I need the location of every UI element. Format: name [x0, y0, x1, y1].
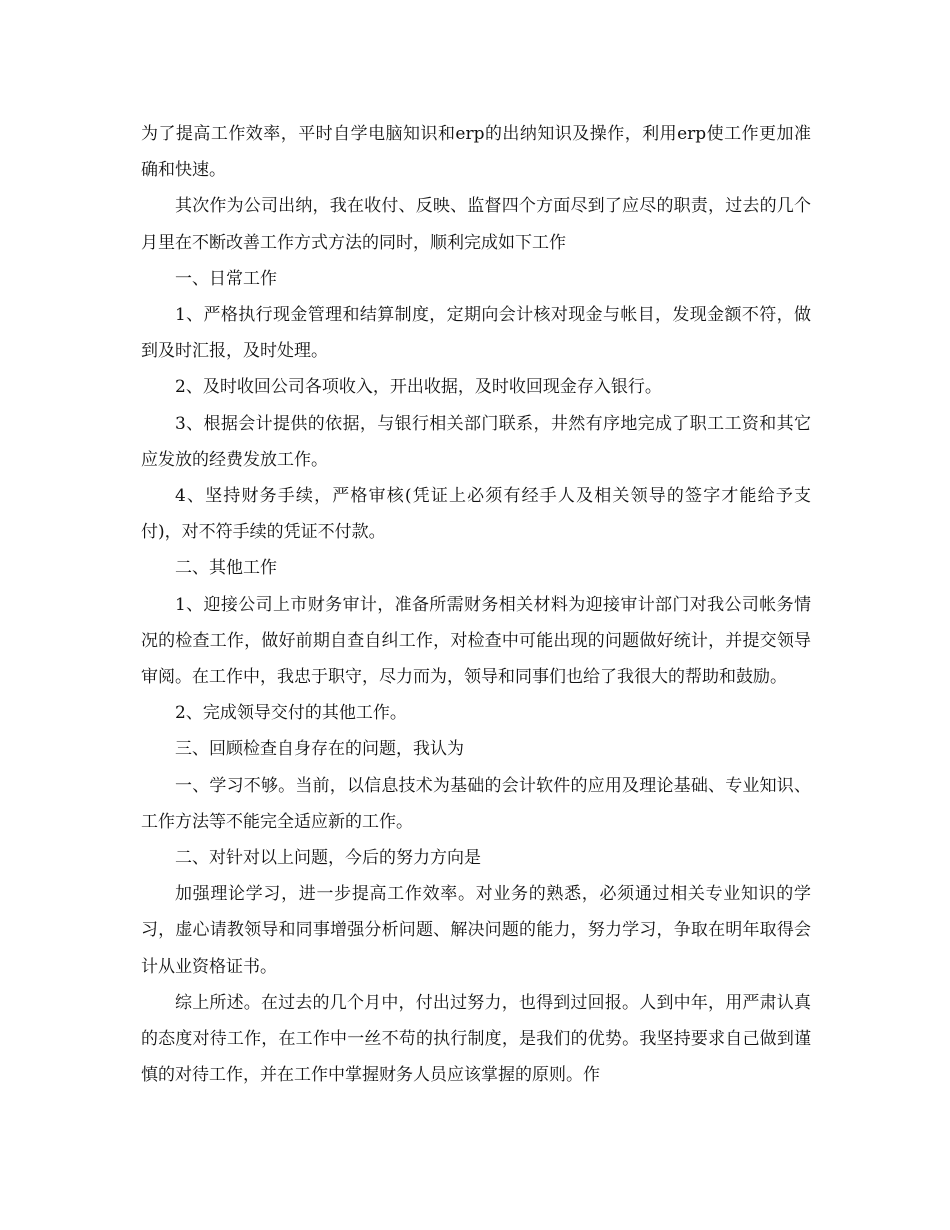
list-item-daily-3: 3、根据会计提供的依据，与银行相关部门联系，井然有序地完成了职工工资和其它应发放的经费发放工作。 [141, 413, 811, 470]
document-body [141, 116, 811, 1093]
review-item-2: 二、对针对以上问题，今后的努力方向是 [175, 848, 481, 869]
list-item-other-2: 2、完成领导交付的其他工作。 [175, 703, 407, 724]
paragraph-summary: 综上所述。在过去的几个月中，付出过努力，也得到过回报。人到中年，用严肃认真的态度对待工作，在工作中一丝不苟的执行制度，是我们的优势。我坚持要求自己做到谨慎的对待工作，并在工作中掌握财务人员应该掌握的原则。作 [141, 992, 811, 1086]
section-heading-other-work: 二、其他工作 [175, 558, 277, 579]
section-heading-review: 三、回顾检查自身存在的问题，我认为 [175, 739, 464, 760]
section-heading-daily-work: 一、日常工作 [175, 268, 277, 289]
paragraph-cashier-duties: 其次作为公司出纳，我在收付、反映、监督四个方面尽到了应尽的职责，过去的几个月里在不断改善工作方式方法的同时，顺利完成如下工作 [141, 196, 811, 253]
list-item-daily-2: 2、及时收回公司各项收入，开出收据，及时收回现金存入银行。 [175, 377, 662, 398]
list-item-daily-1: 1、严格执行现金管理和结算制度，定期向会计核对现金与帐目，发现金额不符，做到及时汇报，及时处理。 [141, 305, 811, 362]
review-item-1: 一、学习不够。当前，以信息技术为基础的会计软件的应用及理论基础、专业知识、工作方法等不能完全适应新的工作。 [141, 775, 811, 832]
paragraph-intro: 为了提高工作效率，平时自学电脑知识和erp的出纳知识及操作，利用erp使工作更加准确和快速。 [141, 124, 811, 181]
list-item-other-1: 1、迎接公司上市财务审计，准备所需财务相关材料为迎接审计部门对我公司帐务情况的检查工作，做好前期自查自纠工作，对检查中可能出现的问题做好统计，并提交领导审阅。在工作中，我忠于职守，尽力而为，领导和同事们也给了我很大的帮助和鼓励。 [141, 594, 811, 688]
list-item-daily-4: 4、坚持财务手续，严格审核(凭证上必须有经手人及相关领导的签字才能给予支付)，对不符手续的凭证不付款。 [141, 486, 811, 543]
paragraph-improvement: 加强理论学习，进一步提高工作效率。对业务的熟悉，必须通过相关专业知识的学习，虚心请教领导和同事增强分析问题、解决问题的能力，努力学习，争取在明年取得会计从业资格证书。 [141, 884, 811, 977]
